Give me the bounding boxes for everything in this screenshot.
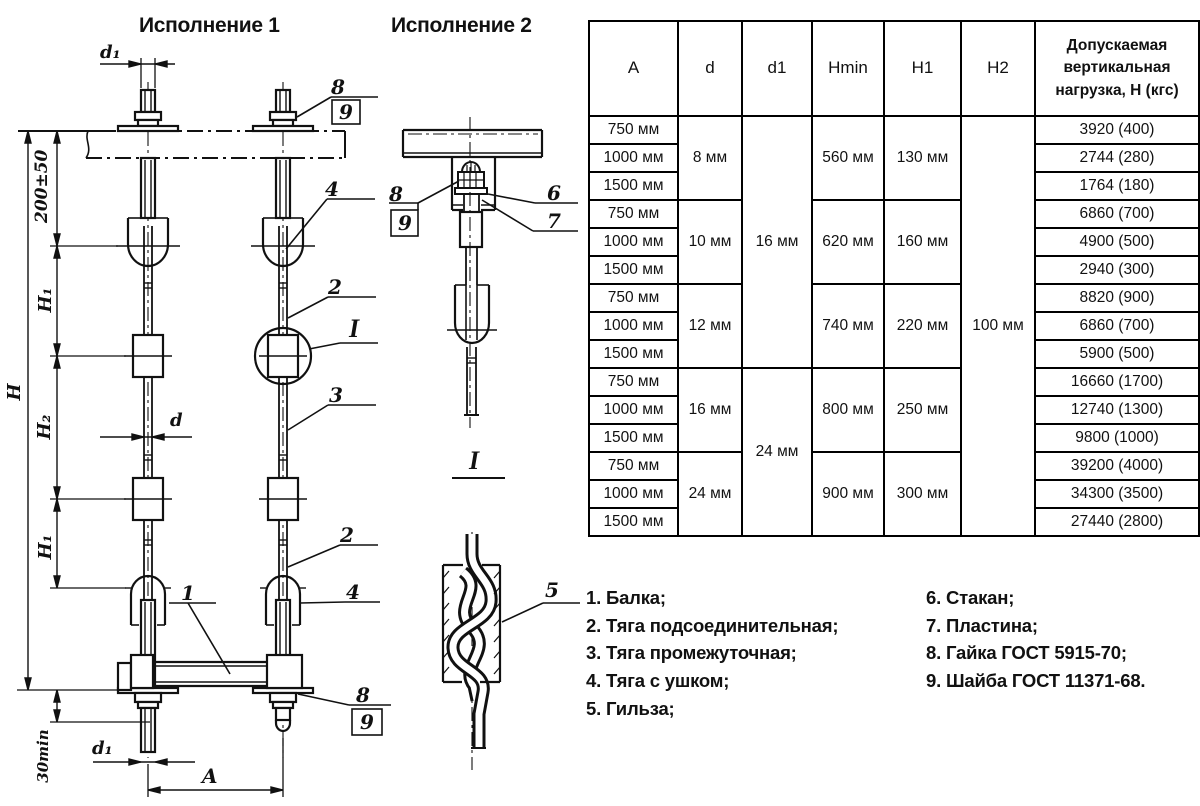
- cell-a: 1500 мм: [589, 340, 678, 368]
- col-header-h1: H1: [884, 21, 961, 116]
- callout-9-v2: 9: [398, 211, 412, 235]
- cell-a: 1000 мм: [589, 396, 678, 424]
- legend-item: 9. Шайба ГОСТ 11371-68.: [926, 670, 1146, 692]
- table-row: [589, 284, 1199, 312]
- callout-8-v2: 8: [389, 182, 403, 206]
- cell-h1: 130 мм: [884, 116, 961, 200]
- legend-item: 8. Гайка ГОСТ 5915-70;: [926, 642, 1127, 664]
- cell-hmin: 740 мм: [812, 284, 884, 368]
- cell-hmin: 620 мм: [812, 200, 884, 284]
- cell-a: 750 мм: [589, 452, 678, 480]
- col-header-a: A: [589, 21, 678, 116]
- col-header-d1: d1: [742, 21, 812, 116]
- col-header-h2: H2: [961, 21, 1035, 116]
- legend-item: 2. Тяга подсоединительная;: [586, 614, 839, 636]
- cell-a: 750 мм: [589, 200, 678, 228]
- callout-9-top: 9: [339, 100, 353, 124]
- cell-load: 2744 (280): [1035, 144, 1199, 172]
- cell-a: 750 мм: [589, 284, 678, 312]
- technical-drawing-line-art: [0, 0, 590, 806]
- detail-mark-view: I: [468, 446, 480, 475]
- cell-load: 3920 (400): [1035, 116, 1199, 144]
- callout-4-upper: 4: [325, 177, 339, 201]
- cell-a: 1500 мм: [589, 508, 678, 536]
- legend-left-column: [586, 584, 838, 722]
- cell-load: 8820 (900): [1035, 284, 1199, 312]
- dim-label-d1-bottom: d₁: [92, 738, 113, 759]
- legend-item: 4. Тяга с ушком;: [586, 670, 730, 692]
- cell-load: 6860 (700): [1035, 200, 1199, 228]
- cell-d: 8 мм: [678, 116, 742, 200]
- cell-d1: 16 мм: [742, 116, 812, 368]
- cell-load: 1764 (180): [1035, 172, 1199, 200]
- cell-a: 1500 мм: [589, 424, 678, 452]
- callout-6: 6: [547, 181, 561, 205]
- cell-hmin: 560 мм: [812, 116, 884, 200]
- dim-label-d: d: [170, 410, 183, 431]
- variant2-title: Исполнение 2: [391, 14, 532, 37]
- cell-a: 1000 мм: [589, 480, 678, 508]
- dim-label-h1-upper: H₁: [35, 287, 56, 313]
- table-row: [589, 200, 1199, 228]
- cell-a: 1000 мм: [589, 228, 678, 256]
- callout-9-bottom: 9: [360, 710, 374, 734]
- col-header-hmin: Hmin: [812, 21, 884, 116]
- legend-item: 5. Гильза;: [586, 697, 675, 719]
- spec-table: [588, 20, 1200, 537]
- cell-a: 1000 мм: [589, 144, 678, 172]
- dim-label-200-50: 200±50: [32, 149, 52, 223]
- callout-3: 3: [329, 383, 343, 407]
- dim-label-h1-lower: H₁: [35, 534, 56, 560]
- cell-load: 4900 (500): [1035, 228, 1199, 256]
- cell-a: 1500 мм: [589, 256, 678, 284]
- table-row: [589, 116, 1199, 144]
- legend-item: 1. Балка;: [586, 587, 666, 608]
- cell-a: 1500 мм: [589, 172, 678, 200]
- cell-d: 16 мм: [678, 368, 742, 452]
- cell-hmin: 800 мм: [812, 368, 884, 452]
- cell-h1: 250 мм: [884, 368, 961, 452]
- callout-7: 7: [547, 209, 561, 233]
- col-header-d: d: [678, 21, 742, 116]
- cell-load: 16660 (1700): [1035, 368, 1199, 396]
- dim-label-30min: 30min: [34, 729, 52, 783]
- cell-h1: 220 мм: [884, 284, 961, 368]
- callout-2-upper: 2: [328, 275, 342, 299]
- cell-load: 5900 (500): [1035, 340, 1199, 368]
- legend-right-column: [926, 584, 1145, 695]
- dim-label-d1-top: d₁: [100, 42, 121, 63]
- callout-2-lower: 2: [340, 523, 354, 547]
- variant1-title: Исполнение 1: [139, 14, 280, 37]
- callout-8-bottom: 8: [356, 683, 370, 707]
- table-row: [589, 452, 1199, 480]
- col-header-load: Допускаемая вертикальная нагрузка, Н (кгс): [1035, 21, 1199, 116]
- cell-load: 2940 (300): [1035, 256, 1199, 284]
- cell-load: 6860 (700): [1035, 312, 1199, 340]
- callout-1: 1: [181, 581, 195, 605]
- cell-a: 750 мм: [589, 116, 678, 144]
- dim-label-h2: H₂: [34, 414, 55, 440]
- callout-5: 5: [545, 578, 559, 602]
- dim-label-h: H: [4, 383, 25, 401]
- cell-load: 27440 (2800): [1035, 508, 1199, 536]
- cell-h2: 100 мм: [961, 116, 1035, 536]
- table-row: [589, 368, 1199, 396]
- detail-mark-circle: I: [348, 314, 360, 343]
- cell-d: 10 мм: [678, 200, 742, 284]
- cell-hmin: 900 мм: [812, 452, 884, 536]
- cell-h1: 300 мм: [884, 452, 961, 536]
- cell-a: 1000 мм: [589, 312, 678, 340]
- callout-4-lower: 4: [346, 580, 360, 604]
- legend-item: 7. Пластина;: [926, 614, 1038, 636]
- dim-label-a: A: [202, 764, 218, 788]
- cell-a: 750 мм: [589, 368, 678, 396]
- callout-8-top: 8: [331, 75, 345, 99]
- cell-d1: 24 мм: [742, 368, 812, 536]
- cell-load: 12740 (1300): [1035, 396, 1199, 424]
- cell-d: 12 мм: [678, 284, 742, 368]
- cell-load: 39200 (4000): [1035, 452, 1199, 480]
- cell-load: 9800 (1000): [1035, 424, 1199, 452]
- cell-d: 24 мм: [678, 452, 742, 536]
- legend-item: 3. Тяга промежуточная;: [586, 642, 797, 664]
- cell-h1: 160 мм: [884, 200, 961, 284]
- cell-load: 34300 (3500): [1035, 480, 1199, 508]
- legend-item: 6. Стакан;: [926, 587, 1015, 608]
